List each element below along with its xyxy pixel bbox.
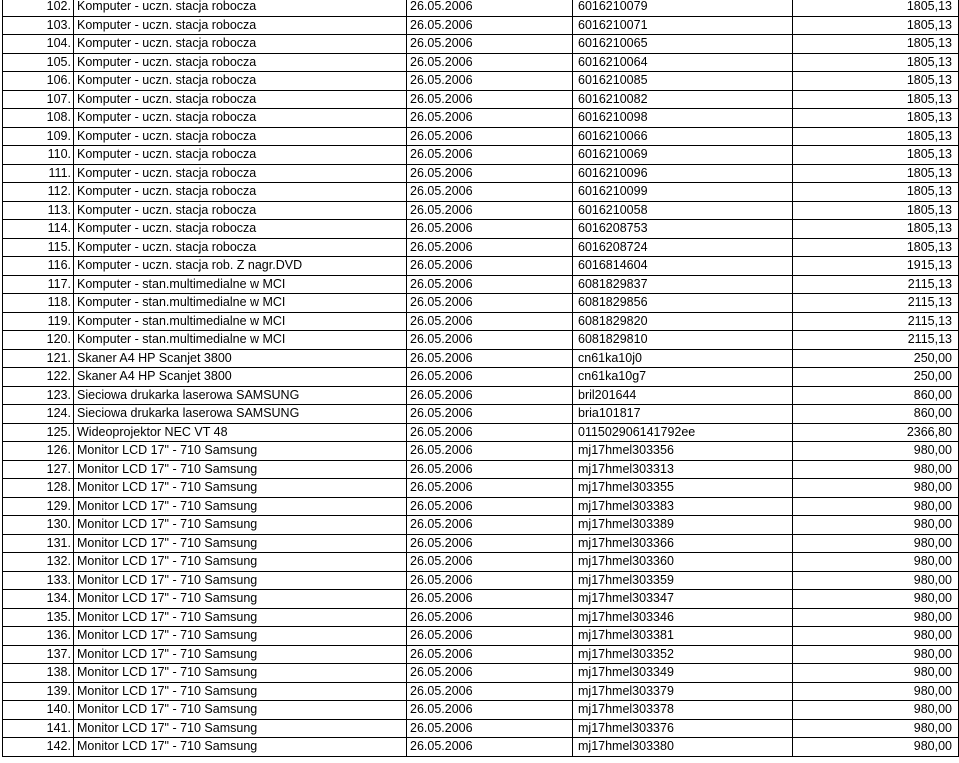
value-cell: 1805,13 xyxy=(793,72,959,91)
serial-number-cell: bril201644 xyxy=(573,386,793,405)
item-name-cell: Komputer - uczn. stacja robocza xyxy=(74,164,407,183)
table-row xyxy=(3,127,959,146)
acquisition-date-cell: 26.05.2006 xyxy=(407,257,573,276)
serial-number-cell: mj17hmel303389 xyxy=(573,516,793,535)
item-name-cell: Skaner A4 HP Scanjet 3800 xyxy=(74,368,407,387)
item-name-cell: Monitor LCD 17" - 710 Samsung xyxy=(74,701,407,720)
value-cell: 980,00 xyxy=(793,719,959,738)
serial-number-cell: mj17hmel303381 xyxy=(573,627,793,646)
item-name-cell: Monitor LCD 17" - 710 Samsung xyxy=(74,608,407,627)
table-row xyxy=(3,627,959,646)
table-row xyxy=(3,220,959,239)
serial-number-cell: 6016210064 xyxy=(573,53,793,72)
value-cell: 2115,13 xyxy=(793,312,959,331)
row-number-cell: 104. xyxy=(3,35,74,54)
item-name-cell: Skaner A4 HP Scanjet 3800 xyxy=(74,349,407,368)
value-cell: 980,00 xyxy=(793,608,959,627)
value-cell: 980,00 xyxy=(793,738,959,757)
value-cell: 980,00 xyxy=(793,664,959,683)
acquisition-date-cell: 26.05.2006 xyxy=(407,553,573,572)
serial-number-cell: mj17hmel303380 xyxy=(573,738,793,757)
acquisition-date-cell: 26.05.2006 xyxy=(407,72,573,91)
table-row xyxy=(3,72,959,91)
row-number-cell: 117. xyxy=(3,275,74,294)
row-number-cell: 105. xyxy=(3,53,74,72)
item-name-cell: Monitor LCD 17" - 710 Samsung xyxy=(74,664,407,683)
table-row xyxy=(3,0,959,16)
serial-number-cell: 6016210099 xyxy=(573,183,793,202)
row-number-cell: 136. xyxy=(3,627,74,646)
acquisition-date-cell: 26.05.2006 xyxy=(407,238,573,257)
serial-number-cell: cn61ka10g7 xyxy=(573,368,793,387)
row-number-cell: 142. xyxy=(3,738,74,757)
acquisition-date-cell: 26.05.2006 xyxy=(407,294,573,313)
item-name-cell: Monitor LCD 17" - 710 Samsung xyxy=(74,682,407,701)
table-row xyxy=(3,257,959,276)
item-name-cell: Komputer - uczn. stacja robocza xyxy=(74,220,407,239)
row-number-cell: 126. xyxy=(3,442,74,461)
serial-number-cell: 6016210085 xyxy=(573,72,793,91)
item-name-cell: Komputer - uczn. stacja robocza xyxy=(74,146,407,165)
serial-number-cell: 6016210066 xyxy=(573,127,793,146)
table-row xyxy=(3,497,959,516)
row-number-cell: 137. xyxy=(3,645,74,664)
acquisition-date-cell: 26.05.2006 xyxy=(407,423,573,442)
value-cell: 2115,13 xyxy=(793,275,959,294)
value-cell: 1805,13 xyxy=(793,0,959,16)
row-number-cell: 120. xyxy=(3,331,74,350)
item-name-cell: Komputer - uczn. stacja rob. Z nagr.DVD xyxy=(74,257,407,276)
value-cell: 1805,13 xyxy=(793,238,959,257)
row-number-cell: 111. xyxy=(3,164,74,183)
value-cell: 980,00 xyxy=(793,534,959,553)
item-name-cell: Monitor LCD 17" - 710 Samsung xyxy=(74,516,407,535)
serial-number-cell: 6016208724 xyxy=(573,238,793,257)
row-number-cell: 107. xyxy=(3,90,74,109)
table-row xyxy=(3,294,959,313)
table-row xyxy=(3,553,959,572)
acquisition-date-cell: 26.05.2006 xyxy=(407,738,573,757)
row-number-cell: 128. xyxy=(3,479,74,498)
serial-number-cell: 6016210065 xyxy=(573,35,793,54)
value-cell: 1805,13 xyxy=(793,201,959,220)
row-number-cell: 124. xyxy=(3,405,74,424)
item-name-cell: Sieciowa drukarka laserowa SAMSUNG xyxy=(74,405,407,424)
table-row xyxy=(3,275,959,294)
row-number-cell: 134. xyxy=(3,590,74,609)
row-number-cell: 133. xyxy=(3,571,74,590)
acquisition-date-cell: 26.05.2006 xyxy=(407,534,573,553)
row-number-cell: 121. xyxy=(3,349,74,368)
serial-number-cell: mj17hmel303352 xyxy=(573,645,793,664)
item-name-cell: Komputer - uczn. stacja robocza xyxy=(74,109,407,128)
value-cell: 980,00 xyxy=(793,442,959,461)
value-cell: 980,00 xyxy=(793,627,959,646)
table-row xyxy=(3,35,959,54)
table-row xyxy=(3,590,959,609)
serial-number-cell: 6016210082 xyxy=(573,90,793,109)
row-number-cell: 114. xyxy=(3,220,74,239)
acquisition-date-cell: 26.05.2006 xyxy=(407,627,573,646)
serial-number-cell: 6016210069 xyxy=(573,146,793,165)
item-name-cell: Monitor LCD 17" - 710 Samsung xyxy=(74,553,407,572)
acquisition-date-cell: 26.05.2006 xyxy=(407,386,573,405)
table-row xyxy=(3,719,959,738)
item-name-cell: Komputer - uczn. stacja robocza xyxy=(74,238,407,257)
row-number-cell: 123. xyxy=(3,386,74,405)
acquisition-date-cell: 26.05.2006 xyxy=(407,682,573,701)
item-name-cell: Komputer - uczn. stacja robocza xyxy=(74,53,407,72)
serial-number-cell: 011502906141792ee xyxy=(573,423,793,442)
table-row xyxy=(3,664,959,683)
value-cell: 2115,13 xyxy=(793,331,959,350)
table-row xyxy=(3,738,959,757)
acquisition-date-cell: 26.05.2006 xyxy=(407,645,573,664)
table-row xyxy=(3,201,959,220)
serial-number-cell: mj17hmel303378 xyxy=(573,701,793,720)
table-row xyxy=(3,368,959,387)
value-cell: 980,00 xyxy=(793,571,959,590)
acquisition-date-cell: 26.05.2006 xyxy=(407,16,573,35)
row-number-cell: 119. xyxy=(3,312,74,331)
acquisition-date-cell: 26.05.2006 xyxy=(407,220,573,239)
serial-number-cell: 6081829820 xyxy=(573,312,793,331)
item-name-cell: Monitor LCD 17" - 710 Samsung xyxy=(74,719,407,738)
item-name-cell: Monitor LCD 17" - 710 Samsung xyxy=(74,479,407,498)
table-row xyxy=(3,701,959,720)
table-row xyxy=(3,516,959,535)
table-row xyxy=(3,90,959,109)
value-cell: 1805,13 xyxy=(793,146,959,165)
value-cell: 1805,13 xyxy=(793,35,959,54)
acquisition-date-cell: 26.05.2006 xyxy=(407,90,573,109)
row-number-cell: 129. xyxy=(3,497,74,516)
acquisition-date-cell: 26.05.2006 xyxy=(407,719,573,738)
item-name-cell: Monitor LCD 17" - 710 Samsung xyxy=(74,590,407,609)
row-number-cell: 138. xyxy=(3,664,74,683)
value-cell: 1805,13 xyxy=(793,16,959,35)
value-cell: 250,00 xyxy=(793,368,959,387)
acquisition-date-cell: 26.05.2006 xyxy=(407,35,573,54)
table-row xyxy=(3,571,959,590)
row-number-cell: 130. xyxy=(3,516,74,535)
item-name-cell: Komputer - stan.multimedialne w MCI xyxy=(74,312,407,331)
serial-number-cell: mj17hmel303376 xyxy=(573,719,793,738)
acquisition-date-cell: 26.05.2006 xyxy=(407,608,573,627)
serial-number-cell: mj17hmel303347 xyxy=(573,590,793,609)
acquisition-date-cell: 26.05.2006 xyxy=(407,590,573,609)
table-row xyxy=(3,423,959,442)
acquisition-date-cell: 26.05.2006 xyxy=(407,183,573,202)
row-number-cell: 141. xyxy=(3,719,74,738)
table-row xyxy=(3,479,959,498)
value-cell: 1805,13 xyxy=(793,90,959,109)
serial-number-cell: mj17hmel303366 xyxy=(573,534,793,553)
table-row xyxy=(3,53,959,72)
acquisition-date-cell: 26.05.2006 xyxy=(407,479,573,498)
acquisition-date-cell: 26.05.2006 xyxy=(407,664,573,683)
acquisition-date-cell: 26.05.2006 xyxy=(407,442,573,461)
item-name-cell: Komputer - stan.multimedialne w MCI xyxy=(74,275,407,294)
table-row xyxy=(3,608,959,627)
row-number-cell: 127. xyxy=(3,460,74,479)
table-row xyxy=(3,109,959,128)
row-number-cell: 135. xyxy=(3,608,74,627)
serial-number-cell: mj17hmel303349 xyxy=(573,664,793,683)
serial-number-cell: mj17hmel303355 xyxy=(573,479,793,498)
row-number-cell: 118. xyxy=(3,294,74,313)
serial-number-cell: mj17hmel303359 xyxy=(573,571,793,590)
item-name-cell: Monitor LCD 17" - 710 Samsung xyxy=(74,442,407,461)
item-name-cell: Monitor LCD 17" - 710 Samsung xyxy=(74,627,407,646)
value-cell: 980,00 xyxy=(793,460,959,479)
value-cell: 1805,13 xyxy=(793,164,959,183)
item-name-cell: Sieciowa drukarka laserowa SAMSUNG xyxy=(74,386,407,405)
serial-number-cell: 6016210058 xyxy=(573,201,793,220)
value-cell: 980,00 xyxy=(793,497,959,516)
value-cell: 860,00 xyxy=(793,386,959,405)
row-number-cell: 102. xyxy=(3,0,74,16)
item-name-cell: Komputer - uczn. stacja robocza xyxy=(74,16,407,35)
acquisition-date-cell: 26.05.2006 xyxy=(407,53,573,72)
value-cell: 980,00 xyxy=(793,645,959,664)
value-cell: 1805,13 xyxy=(793,183,959,202)
row-number-cell: 122. xyxy=(3,368,74,387)
item-name-cell: Komputer - uczn. stacja robocza xyxy=(74,90,407,109)
table-row xyxy=(3,331,959,350)
row-number-cell: 112. xyxy=(3,183,74,202)
acquisition-date-cell: 26.05.2006 xyxy=(407,201,573,220)
row-number-cell: 115. xyxy=(3,238,74,257)
table-row xyxy=(3,460,959,479)
row-number-cell: 125. xyxy=(3,423,74,442)
value-cell: 1805,13 xyxy=(793,220,959,239)
item-name-cell: Komputer - uczn. stacja robocza xyxy=(74,201,407,220)
acquisition-date-cell: 26.05.2006 xyxy=(407,571,573,590)
value-cell: 1805,13 xyxy=(793,127,959,146)
item-name-cell: Komputer - uczn. stacja robocza xyxy=(74,0,407,16)
acquisition-date-cell: 26.05.2006 xyxy=(407,109,573,128)
acquisition-date-cell: 26.05.2006 xyxy=(407,405,573,424)
acquisition-date-cell: 26.05.2006 xyxy=(407,164,573,183)
item-name-cell: Wideoprojektor NEC VT 48 xyxy=(74,423,407,442)
value-cell: 980,00 xyxy=(793,590,959,609)
value-cell: 2366,80 xyxy=(793,423,959,442)
item-name-cell: Monitor LCD 17" - 710 Samsung xyxy=(74,497,407,516)
table-row xyxy=(3,405,959,424)
serial-number-cell: mj17hmel303356 xyxy=(573,442,793,461)
inventory-table-body xyxy=(3,0,959,756)
serial-number-cell: mj17hmel303346 xyxy=(573,608,793,627)
value-cell: 980,00 xyxy=(793,701,959,720)
table-row xyxy=(3,238,959,257)
acquisition-date-cell: 26.05.2006 xyxy=(407,701,573,720)
serial-number-cell: mj17hmel303360 xyxy=(573,553,793,572)
row-number-cell: 108. xyxy=(3,109,74,128)
serial-number-cell: 6016814604 xyxy=(573,257,793,276)
table-row xyxy=(3,534,959,553)
item-name-cell: Komputer - uczn. stacja robocza xyxy=(74,183,407,202)
table-row xyxy=(3,645,959,664)
table-row xyxy=(3,682,959,701)
value-cell: 980,00 xyxy=(793,516,959,535)
serial-number-cell: 6016210079 xyxy=(573,0,793,16)
acquisition-date-cell: 26.05.2006 xyxy=(407,368,573,387)
row-number-cell: 103. xyxy=(3,16,74,35)
row-number-cell: 140. xyxy=(3,701,74,720)
acquisition-date-cell: 26.05.2006 xyxy=(407,127,573,146)
acquisition-date-cell: 26.05.2006 xyxy=(407,460,573,479)
acquisition-date-cell: 26.05.2006 xyxy=(407,497,573,516)
item-name-cell: Monitor LCD 17" - 710 Samsung xyxy=(74,645,407,664)
item-name-cell: Komputer - uczn. stacja robocza xyxy=(74,127,407,146)
serial-number-cell: 6016210098 xyxy=(573,109,793,128)
row-number-cell: 106. xyxy=(3,72,74,91)
value-cell: 980,00 xyxy=(793,553,959,572)
table-row xyxy=(3,442,959,461)
serial-number-cell: 6016208753 xyxy=(573,220,793,239)
value-cell: 1805,13 xyxy=(793,53,959,72)
value-cell: 1805,13 xyxy=(793,109,959,128)
table-row xyxy=(3,16,959,35)
row-number-cell: 116. xyxy=(3,257,74,276)
item-name-cell: Komputer - uczn. stacja robocza xyxy=(74,72,407,91)
serial-number-cell: cn61ka10j0 xyxy=(573,349,793,368)
row-number-cell: 132. xyxy=(3,553,74,572)
inventory-table xyxy=(2,0,959,757)
serial-number-cell: 6016210096 xyxy=(573,164,793,183)
acquisition-date-cell: 26.05.2006 xyxy=(407,516,573,535)
item-name-cell: Komputer - stan.multimedialne w MCI xyxy=(74,294,407,313)
acquisition-date-cell: 26.05.2006 xyxy=(407,331,573,350)
value-cell: 1915,13 xyxy=(793,257,959,276)
row-number-cell: 139. xyxy=(3,682,74,701)
item-name-cell: Monitor LCD 17" - 710 Samsung xyxy=(74,571,407,590)
row-number-cell: 113. xyxy=(3,201,74,220)
item-name-cell: Monitor LCD 17" - 710 Samsung xyxy=(74,738,407,757)
serial-number-cell: mj17hmel303383 xyxy=(573,497,793,516)
acquisition-date-cell: 26.05.2006 xyxy=(407,146,573,165)
value-cell: 860,00 xyxy=(793,405,959,424)
item-name-cell: Monitor LCD 17" - 710 Samsung xyxy=(74,460,407,479)
row-number-cell: 131. xyxy=(3,534,74,553)
table-row xyxy=(3,146,959,165)
row-number-cell: 110. xyxy=(3,146,74,165)
item-name-cell: Komputer - stan.multimedialne w MCI xyxy=(74,331,407,350)
acquisition-date-cell: 26.05.2006 xyxy=(407,0,573,16)
serial-number-cell: 6016210071 xyxy=(573,16,793,35)
item-name-cell: Komputer - uczn. stacja robocza xyxy=(74,35,407,54)
serial-number-cell: 6081829856 xyxy=(573,294,793,313)
table-row xyxy=(3,386,959,405)
table-row xyxy=(3,164,959,183)
item-name-cell: Monitor LCD 17" - 710 Samsung xyxy=(74,534,407,553)
value-cell: 250,00 xyxy=(793,349,959,368)
acquisition-date-cell: 26.05.2006 xyxy=(407,312,573,331)
value-cell: 980,00 xyxy=(793,682,959,701)
table-row xyxy=(3,183,959,202)
value-cell: 980,00 xyxy=(793,479,959,498)
row-number-cell: 109. xyxy=(3,127,74,146)
value-cell: 2115,13 xyxy=(793,294,959,313)
serial-number-cell: 6081829837 xyxy=(573,275,793,294)
acquisition-date-cell: 26.05.2006 xyxy=(407,349,573,368)
table-row xyxy=(3,349,959,368)
serial-number-cell: 6081829810 xyxy=(573,331,793,350)
serial-number-cell: mj17hmel303313 xyxy=(573,460,793,479)
serial-number-cell: mj17hmel303379 xyxy=(573,682,793,701)
serial-number-cell: bria101817 xyxy=(573,405,793,424)
acquisition-date-cell: 26.05.2006 xyxy=(407,275,573,294)
table-row xyxy=(3,312,959,331)
